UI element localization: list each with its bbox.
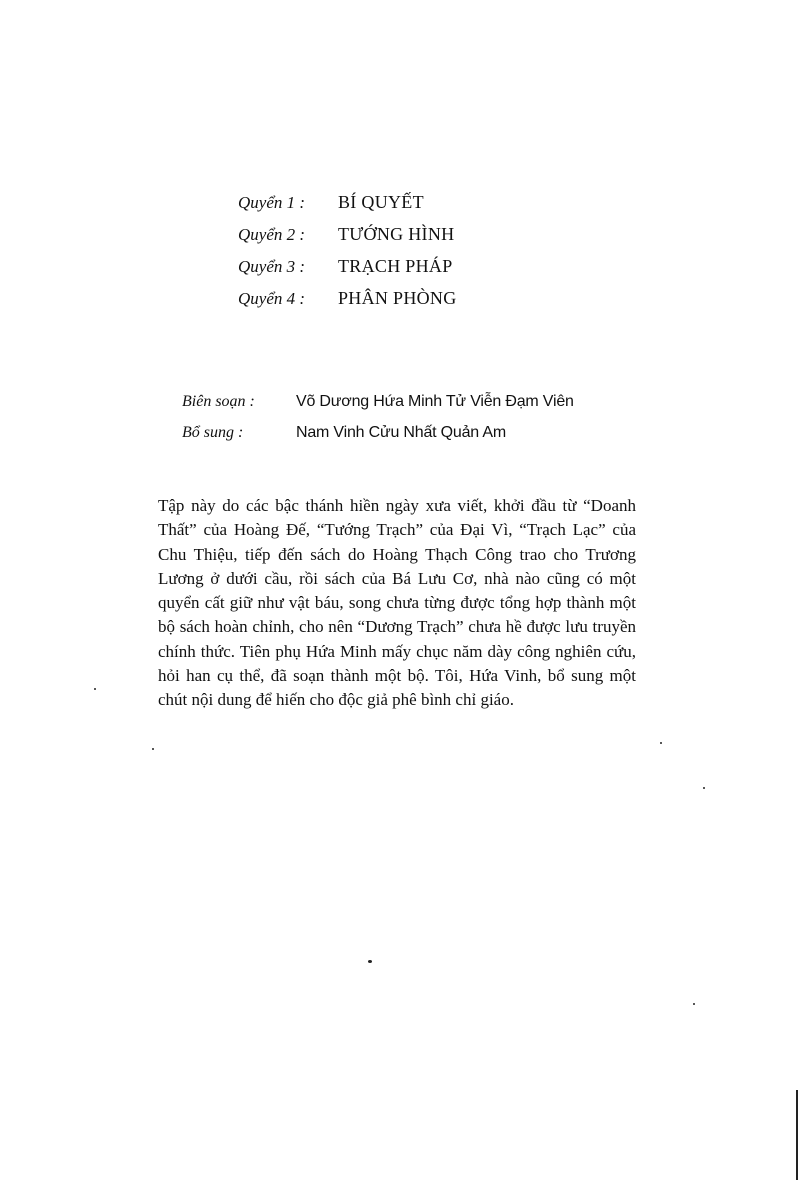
intro-paragraph: Tập này do các bậc thánh hiền ngày xưa viết, khởi đầu từ “Doanh Thất” của Hoàng Đế, “Tướng Trạch” của Đại Vì, “Trạch Lạc” của Chu Thiệu, tiếp đến sách do Hoàng Thạch Công trao cho Trương Lương ở dưới cầu, rồi sách của Bá Lưu Cơ, nhà nào cũng có một quyển cất giữ như vật báu, song chưa từng được tổng hợp thành một bộ sách hoàn chỉnh, cho nên “Dương Trạch” chưa hề được lưu truyền chính thức. Tiên phụ Hứa Minh mấy chục năm dày công nghiên cứu, hỏi han cụ thể, đã soạn thành một bộ. Tôi, Hứa Vinh, bổ sung một chút nội dung để hiến cho độc giả phê bình chỉ giáo. [158,496,636,710]
volume-entry [238,256,457,288]
scan-speck [693,1003,695,1005]
volume-title: TRẠCH PHÁP [338,256,453,276]
volume-entry [238,288,457,320]
volume-entry [238,192,457,224]
scan-speck [152,748,154,750]
volume-label: Quyển 2 : [238,225,306,244]
volume-list [238,192,457,320]
volume-label: Quyển 4 : [238,289,306,308]
volume-title: TƯỚNG HÌNH [338,224,455,244]
credit-supplement [182,424,574,455]
scan-speck [94,688,96,690]
credit-value: Võ Dương Hứa Minh Tử Viễn Đạm Viên [296,393,574,410]
credit-compiler [182,393,574,424]
credits-block [182,393,574,455]
credit-label: Biên soạn : [182,393,255,410]
scan-speck [703,787,705,789]
volume-label: Quyển 1 : [238,193,306,212]
volume-title: PHÂN PHÒNG [338,288,457,308]
scan-edge-line [796,1090,798,1180]
credit-label: Bổ sung : [182,424,244,441]
volume-entry [238,224,457,256]
volume-title: BÍ QUYẾT [338,192,424,212]
scan-speck [660,742,662,744]
credit-value: Nam Vinh Cửu Nhất Quản Am [296,424,506,441]
scan-speck [368,960,372,963]
volume-label: Quyển 3 : [238,257,306,276]
